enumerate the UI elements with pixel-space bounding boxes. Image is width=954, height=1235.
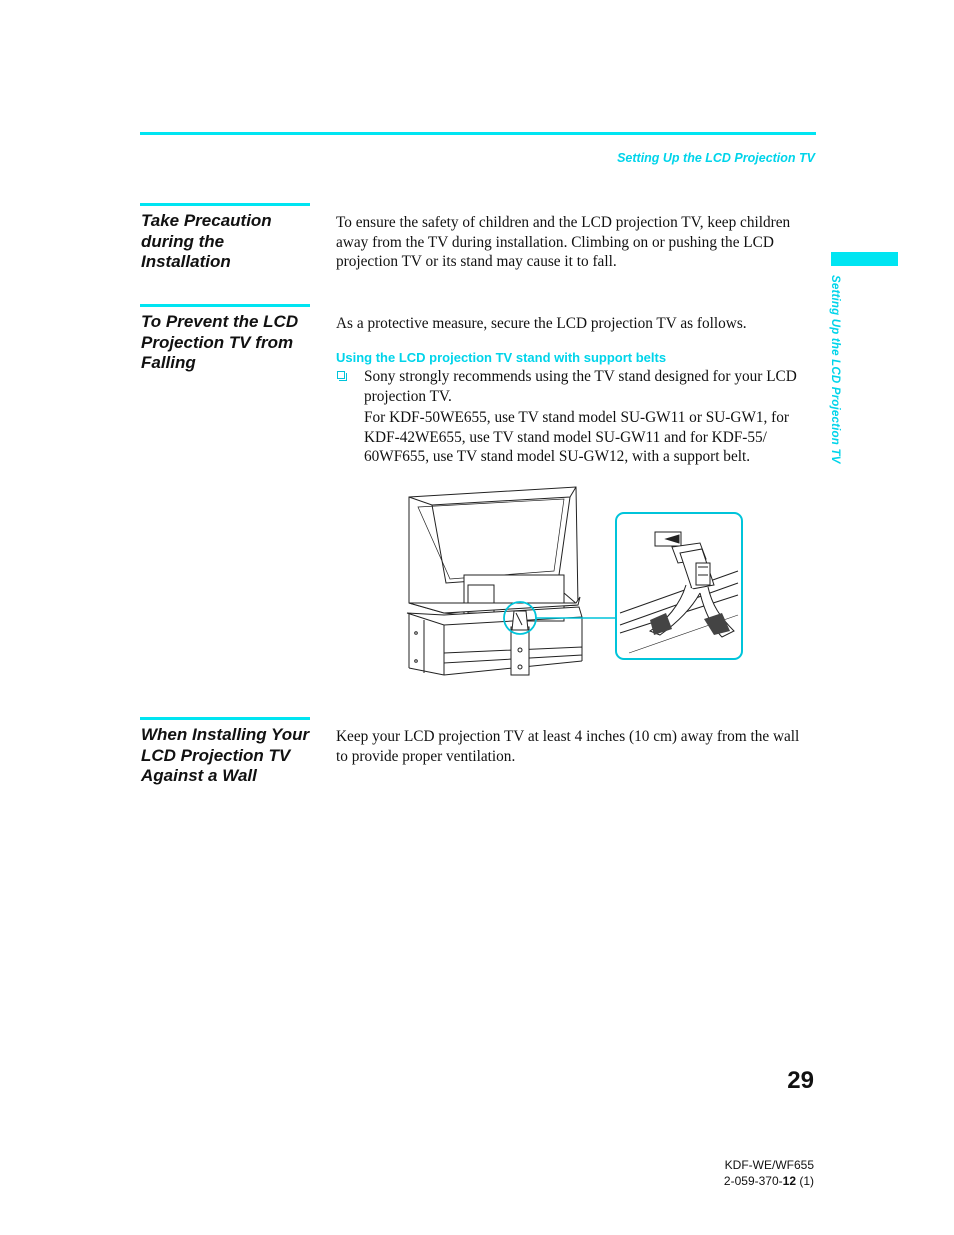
- running-title: Setting Up the LCD Projection TV: [617, 151, 815, 165]
- side-tab: [826, 275, 842, 500]
- prevent-falling-body: As a protective measure, secure the LCD projection TV as follows.: [336, 315, 747, 332]
- footer-model: KDF-WE/WF655: [724, 1158, 814, 1172]
- page-number: 29: [787, 1067, 814, 1094]
- section-title-against-wall: When Installing Your LCD Projection TV Against a Wall: [141, 725, 310, 785]
- footer-code-prefix: 2-059-370-: [723, 1174, 783, 1188]
- chapter-tab-marker: [831, 252, 898, 266]
- bullet-checkbox-icon: [337, 371, 345, 379]
- section-title-prevent-falling: To Prevent the LCD Projection TV from Falling: [141, 312, 299, 372]
- footer-document-code: [724, 1174, 814, 1188]
- projection-tv-drawing: [407, 487, 582, 675]
- tv-stand-support-belt-illustration: [404, 485, 746, 680]
- section-rule: [140, 304, 310, 307]
- bullet-text: Sony strongly recommends using the TV stand designed for your LCD projection TV.: [364, 368, 797, 405]
- footer-code-bold: 12: [782, 1174, 796, 1188]
- support-belts-subheading: Using the LCD projection TV stand with support belts: [336, 350, 667, 365]
- section-title-precaution: Take Precaution during the Installation: [141, 211, 272, 271]
- precaution-body: To ensure the safety of children and the LCD projection TV, keep children away from the TV during installation. Climbing on or pushing the LCD projection TV or its stand may cause it to fall.: [336, 214, 791, 270]
- header-rule: [140, 132, 816, 135]
- bullet-detail-text: For KDF-50WE655, use TV stand model SU-GW11 or SU-GW1, for KDF-42WE655, use TV stand model SU-GW11 and for KDF-55/ 60WF655, use TV stand model SU-GW12, with a support belt.: [364, 409, 790, 465]
- against-wall-body: Keep your LCD projection TV at least 4 inches (10 cm) away from the wall to provide proper ventilation.: [336, 728, 800, 765]
- section-rule: [140, 203, 310, 206]
- section-rule: [140, 717, 310, 720]
- side-tab-label: Setting Up the LCD Projection TV: [829, 275, 841, 464]
- footer-code-suffix: (1): [796, 1174, 814, 1188]
